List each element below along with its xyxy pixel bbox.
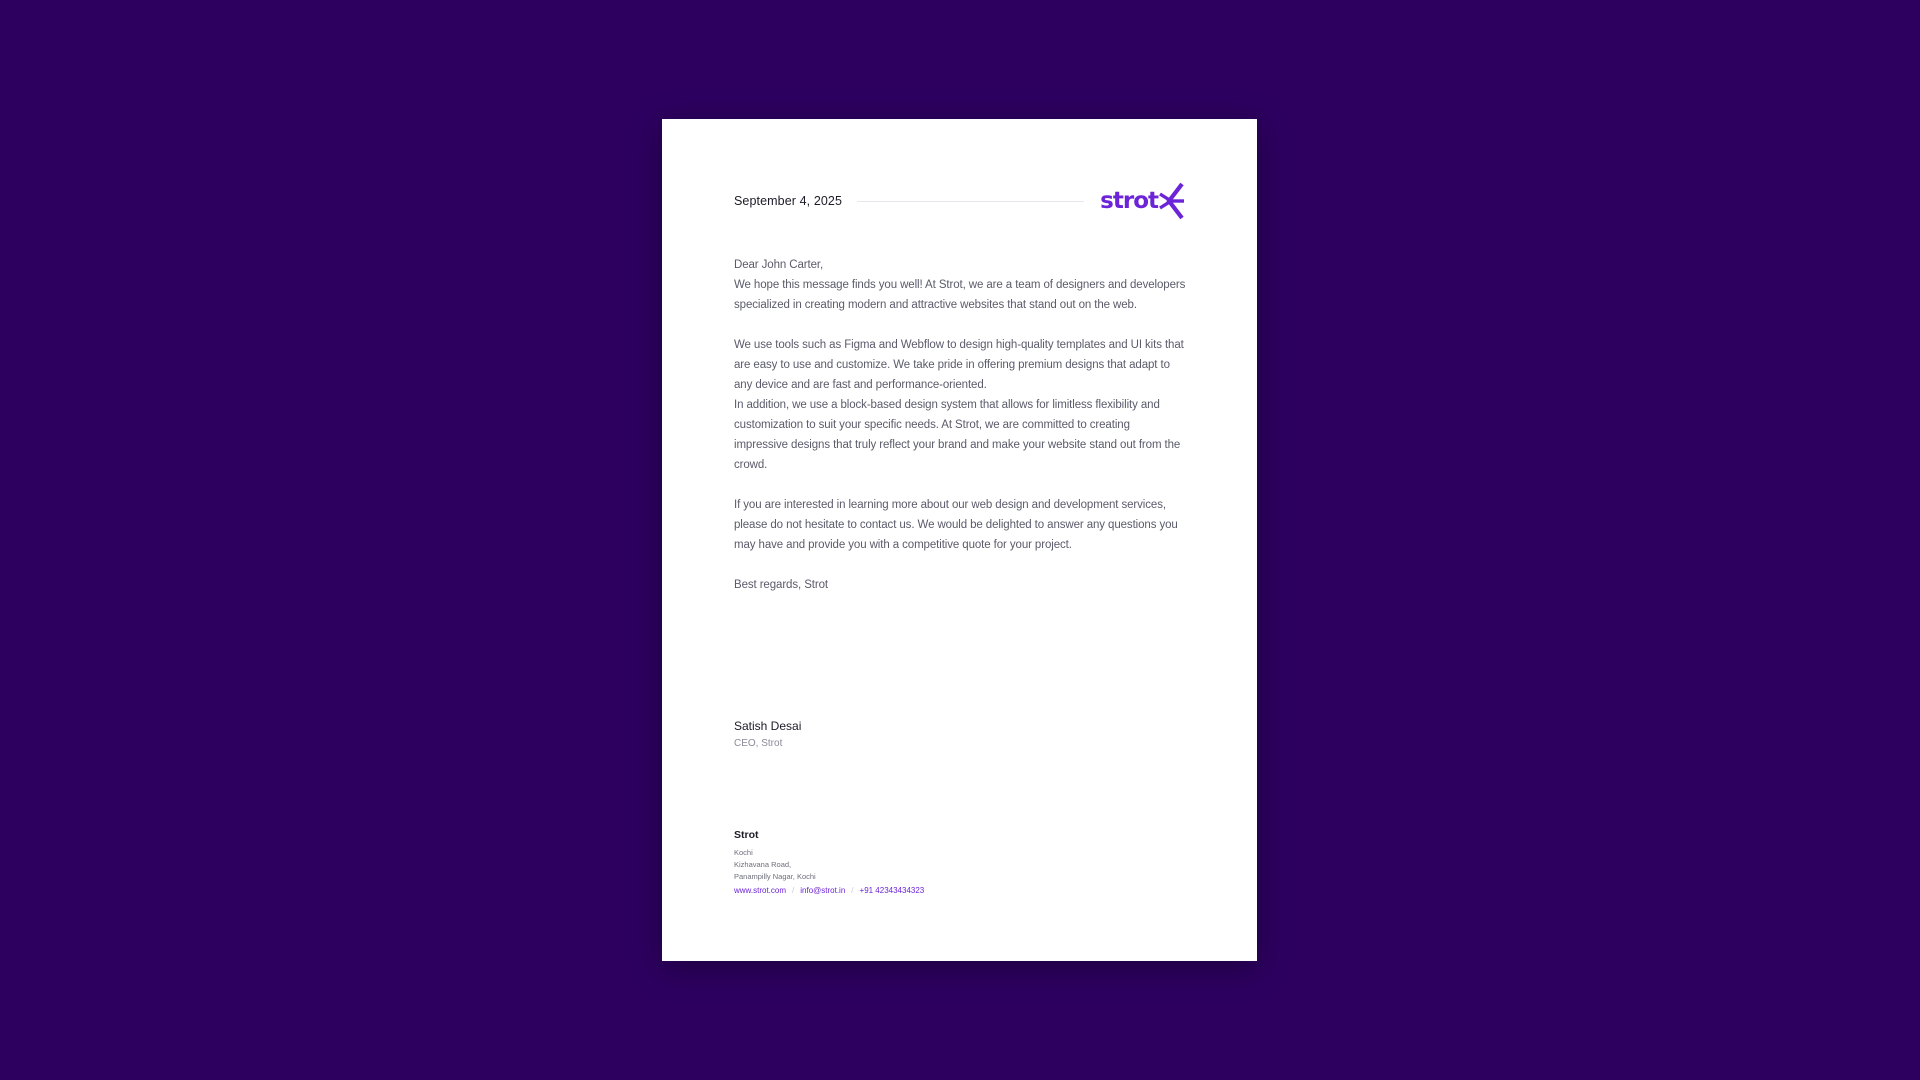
address-line: Kizhavana Road, [734,860,792,869]
contact-separator: / [792,886,795,895]
paragraph-spacer [734,555,1186,575]
strot-logo [1100,182,1185,220]
signature-block [734,719,801,749]
website-link[interactable]: www.strot.com [734,886,787,895]
address-line: Kochi [734,848,753,857]
header-divider [857,201,1084,202]
paragraph-design-system: In addition, we use a block-based design system that allows for limitless flexibility and customization to suit your specific needs. At Strot, we are committed to creating impressive designs that truly reflect your brand and make your website stand out from the crowd. [734,399,1181,471]
signer-title: CEO, Strot [734,738,783,749]
paragraph-intro: We hope this message finds you well! At Strot, we are a team of designers and developers specialized in creating modern and attractive websites that stand out on the web. [734,279,1186,311]
footer-company: Strot [734,829,759,841]
paragraph-contact: If you are interested in learning more about our web design and development services, please do not hesitate to contact us. We would be delighted to answer any questions you may have and provide you with a competitive quote for your project. [734,499,1178,551]
closing: Best regards, Strot [734,579,828,591]
salutation: Dear John Carter, [734,259,824,271]
letter-body [734,255,1186,595]
letter-header [734,181,1185,221]
footer-contacts [734,886,924,895]
paragraph-spacer [734,315,1186,335]
letter-page [662,119,1257,961]
address-line: Panampilly Nagar, Kochi [734,872,816,881]
logo-wordmark: strot [1100,187,1158,214]
phone-link[interactable]: +91 42343434323 [859,886,925,895]
strot-arrow-mark-icon [1159,182,1185,220]
footer-address [734,847,924,883]
contact-separator: / [851,886,854,895]
letter-date: September 4, 2025 [734,194,843,208]
email-link[interactable]: info@strot.in [800,886,846,895]
letter-footer [734,829,924,895]
signer-name: Satish Desai [734,719,802,733]
paragraph-tools: We use tools such as Figma and Webflow to design high-quality templates and UI kits that are easy to use and customize. We take pride in offering premium designs that adapt to any device and are fast and performance-oriented. [734,339,1184,391]
paragraph-spacer [734,475,1186,495]
